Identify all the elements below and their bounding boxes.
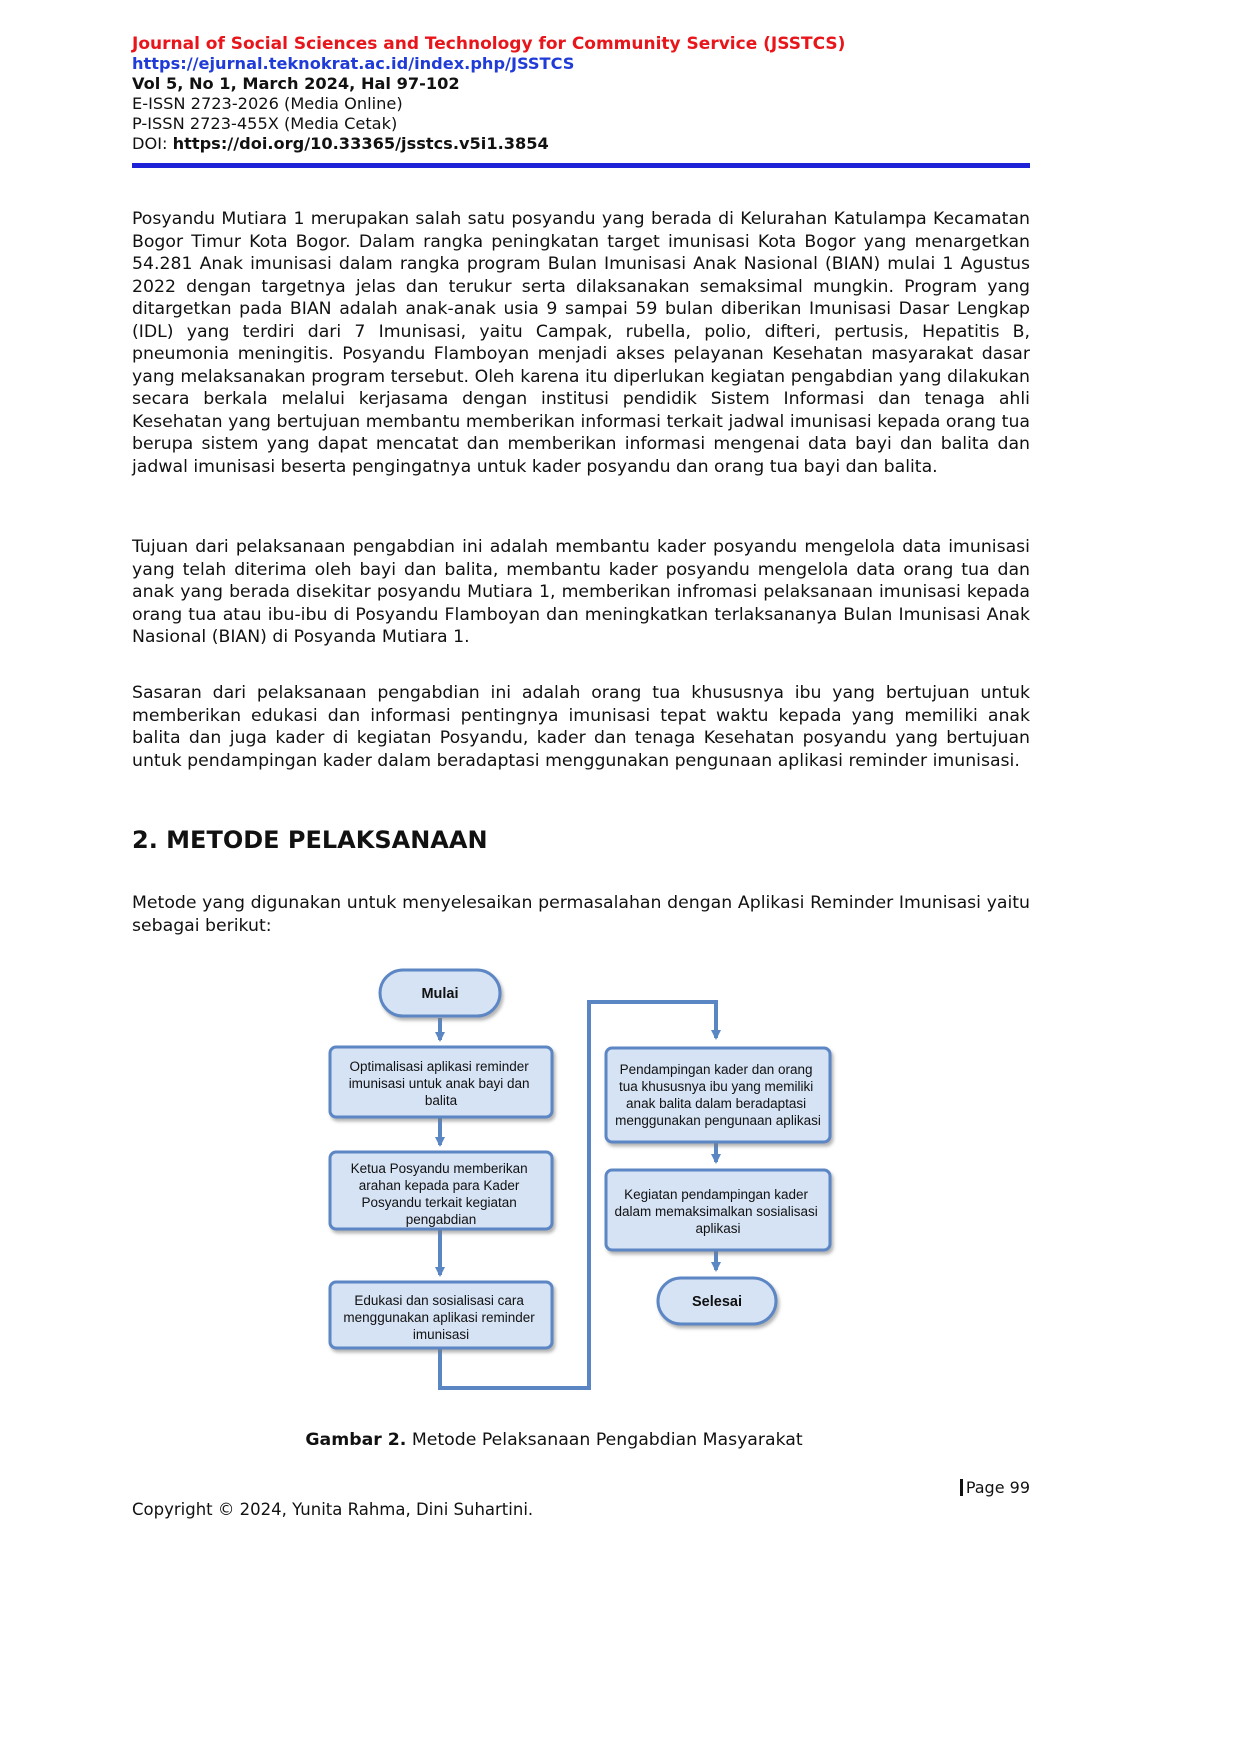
body-paragraph-1: Posyandu Mutiara 1 merupakan salah satu posyandu yang berada di Kelurahan Katulampa Kecamatan Bogor Timur Kota Bogor. Dalam rangka peningkatan target imunisasi Kota Bogor yang menargetkan 54.281 Anak imunisasi dalam rangka program Bulan Imunisasi Anak Nasional (BIAN) mulai 1 Agustus 2022 dengan targetnya jelas dan terukur serta dilaksanakan semaksimal mungkin. Program yang ditargetkan pada BIAN adalah anak-anak usia 9 sampai 59 bulan diberikan Imunisasi Dasar Lengkap (IDL) yang terdiri dari 7 Imunisasi, yaitu Campak, rubella, polio, difteri, pertusis, Hepatitis B, pneumonia meningitis. Posyandu Flamboyan menjadi akses pelayanan Kesehatan masyarakat dasar yang melaksanakan program tersebut. Oleh karena itu diperlukan kegiatan pengabdian yang dilakukan secara berkala melalui kerjasama dengan institusi pendidik Sistem Informasi dan tenaga ahli Kesehatan yang bertujuan membantu memberikan informasi terkait jadwal imunisasi kepada orang tua berupa sistem yang dapat mencatat dan memberikan informasi mengenai data bayi dan balita dan jadwal imunisasi beserta pengingatnya untuk kader posyandu dan orang tua bayi dan balita. <box>132 209 1030 477</box>
doi-line <box>132 134 1032 154</box>
journal-title: Journal of Social Sciences and Technology for Community Service (JSSTCS) <box>132 34 846 54</box>
flow-step-4-label: Pendampingan kader dan orang tua khususnya ibu yang memiliki anak balita dalam beradaptasi menggunakan pengunaan aplikasi <box>615 1062 821 1128</box>
eissn: E-ISSN 2723-2026 (Media Online) <box>132 94 403 113</box>
figure-caption-text: Metode Pelaksanaan Pengabdian Masyarakat <box>406 1430 803 1450</box>
flow-end-label: Selesai <box>692 1294 742 1310</box>
figure-caption <box>0 1430 1108 1450</box>
flow-step-5-label: Kegiatan pendampingan kader dalam memaksimalkan sosialisasi aplikasi <box>614 1187 818 1236</box>
page-number <box>960 1478 1030 1497</box>
flow-step-2-label: Ketua Posyandu memberikan arahan kepada para Kader Posyandu terkait kegiatan pengabdian <box>350 1161 528 1227</box>
figure-caption-label: Gambar 2. <box>305 1430 407 1450</box>
doi-link[interactable]: https://doi.org/10.33365/jsstcs.v5i1.3854 <box>172 134 549 153</box>
method-flowchart <box>0 960 1108 1410</box>
section-heading: 2. METODE PELAKSANAAN <box>132 826 488 854</box>
doi-label: DOI: <box>132 134 173 153</box>
journal-volume: Vol 5, No 1, March 2024, Hal 97-102 <box>132 74 460 93</box>
flow-step-3-label: Edukasi dan sosialisasi cara menggunakan aplikasi reminder imunisasi <box>343 1293 535 1342</box>
page-number-text: Page 99 <box>965 1478 1030 1497</box>
page-number-bar <box>960 1479 963 1496</box>
flow-start-label: Mulai <box>421 986 459 1002</box>
method-intro: Metode yang digunakan untuk menyelesaikan permasalahan dengan Aplikasi Reminder Imunisasi yaitu sebagai berikut: <box>132 893 1030 936</box>
journal-header <box>132 34 1032 154</box>
journal-url[interactable]: https://ejurnal.teknokrat.ac.id/index.php/JSSTCS <box>132 54 575 73</box>
pissn: P-ISSN 2723-455X (Media Cetak) <box>132 114 398 133</box>
body-paragraph-3: Sasaran dari pelaksanaan pengabdian ini adalah orang tua khususnya ibu yang bertujuan untuk memberikan edukasi dan informasi pentingnya imunisasi tepat waktu kepada yang memiliki anak balita dan juga kader di kegiatan Posyandu, kader dan tenaga Kesehatan posyandu yang bertujuan untuk pendampingan kader dalam beradaptasi menggunakan pengunaan aplikasi reminder imunisasi. <box>132 683 1030 771</box>
body-paragraph-2: Tujuan dari pelaksanaan pengabdian ini adalah membantu kader posyandu mengelola data imunisasi yang telah diterima oleh bayi dan balita, membantu kader posyandu mengelola data orang tua dan anak yang berada disekitar posyandu Mutiara 1, memberikan infromasi pelaksanaan imunisasi kepada orang tua atau ibu-ibu di Posyandu Flamboyan dan meningkatkan terlaksananya Bulan Imunisasi Anak Nasional (BIAN) di Posyanda Mutiara 1. <box>132 537 1030 647</box>
copyright-notice: Copyright © 2024, Yunita Rahma, Dini Suhartini. <box>132 1500 534 1519</box>
flow-step-1-label: Optimalisasi aplikasi reminder imunisasi untuk anak bayi dan balita <box>348 1059 530 1108</box>
header-rule <box>132 163 1030 168</box>
